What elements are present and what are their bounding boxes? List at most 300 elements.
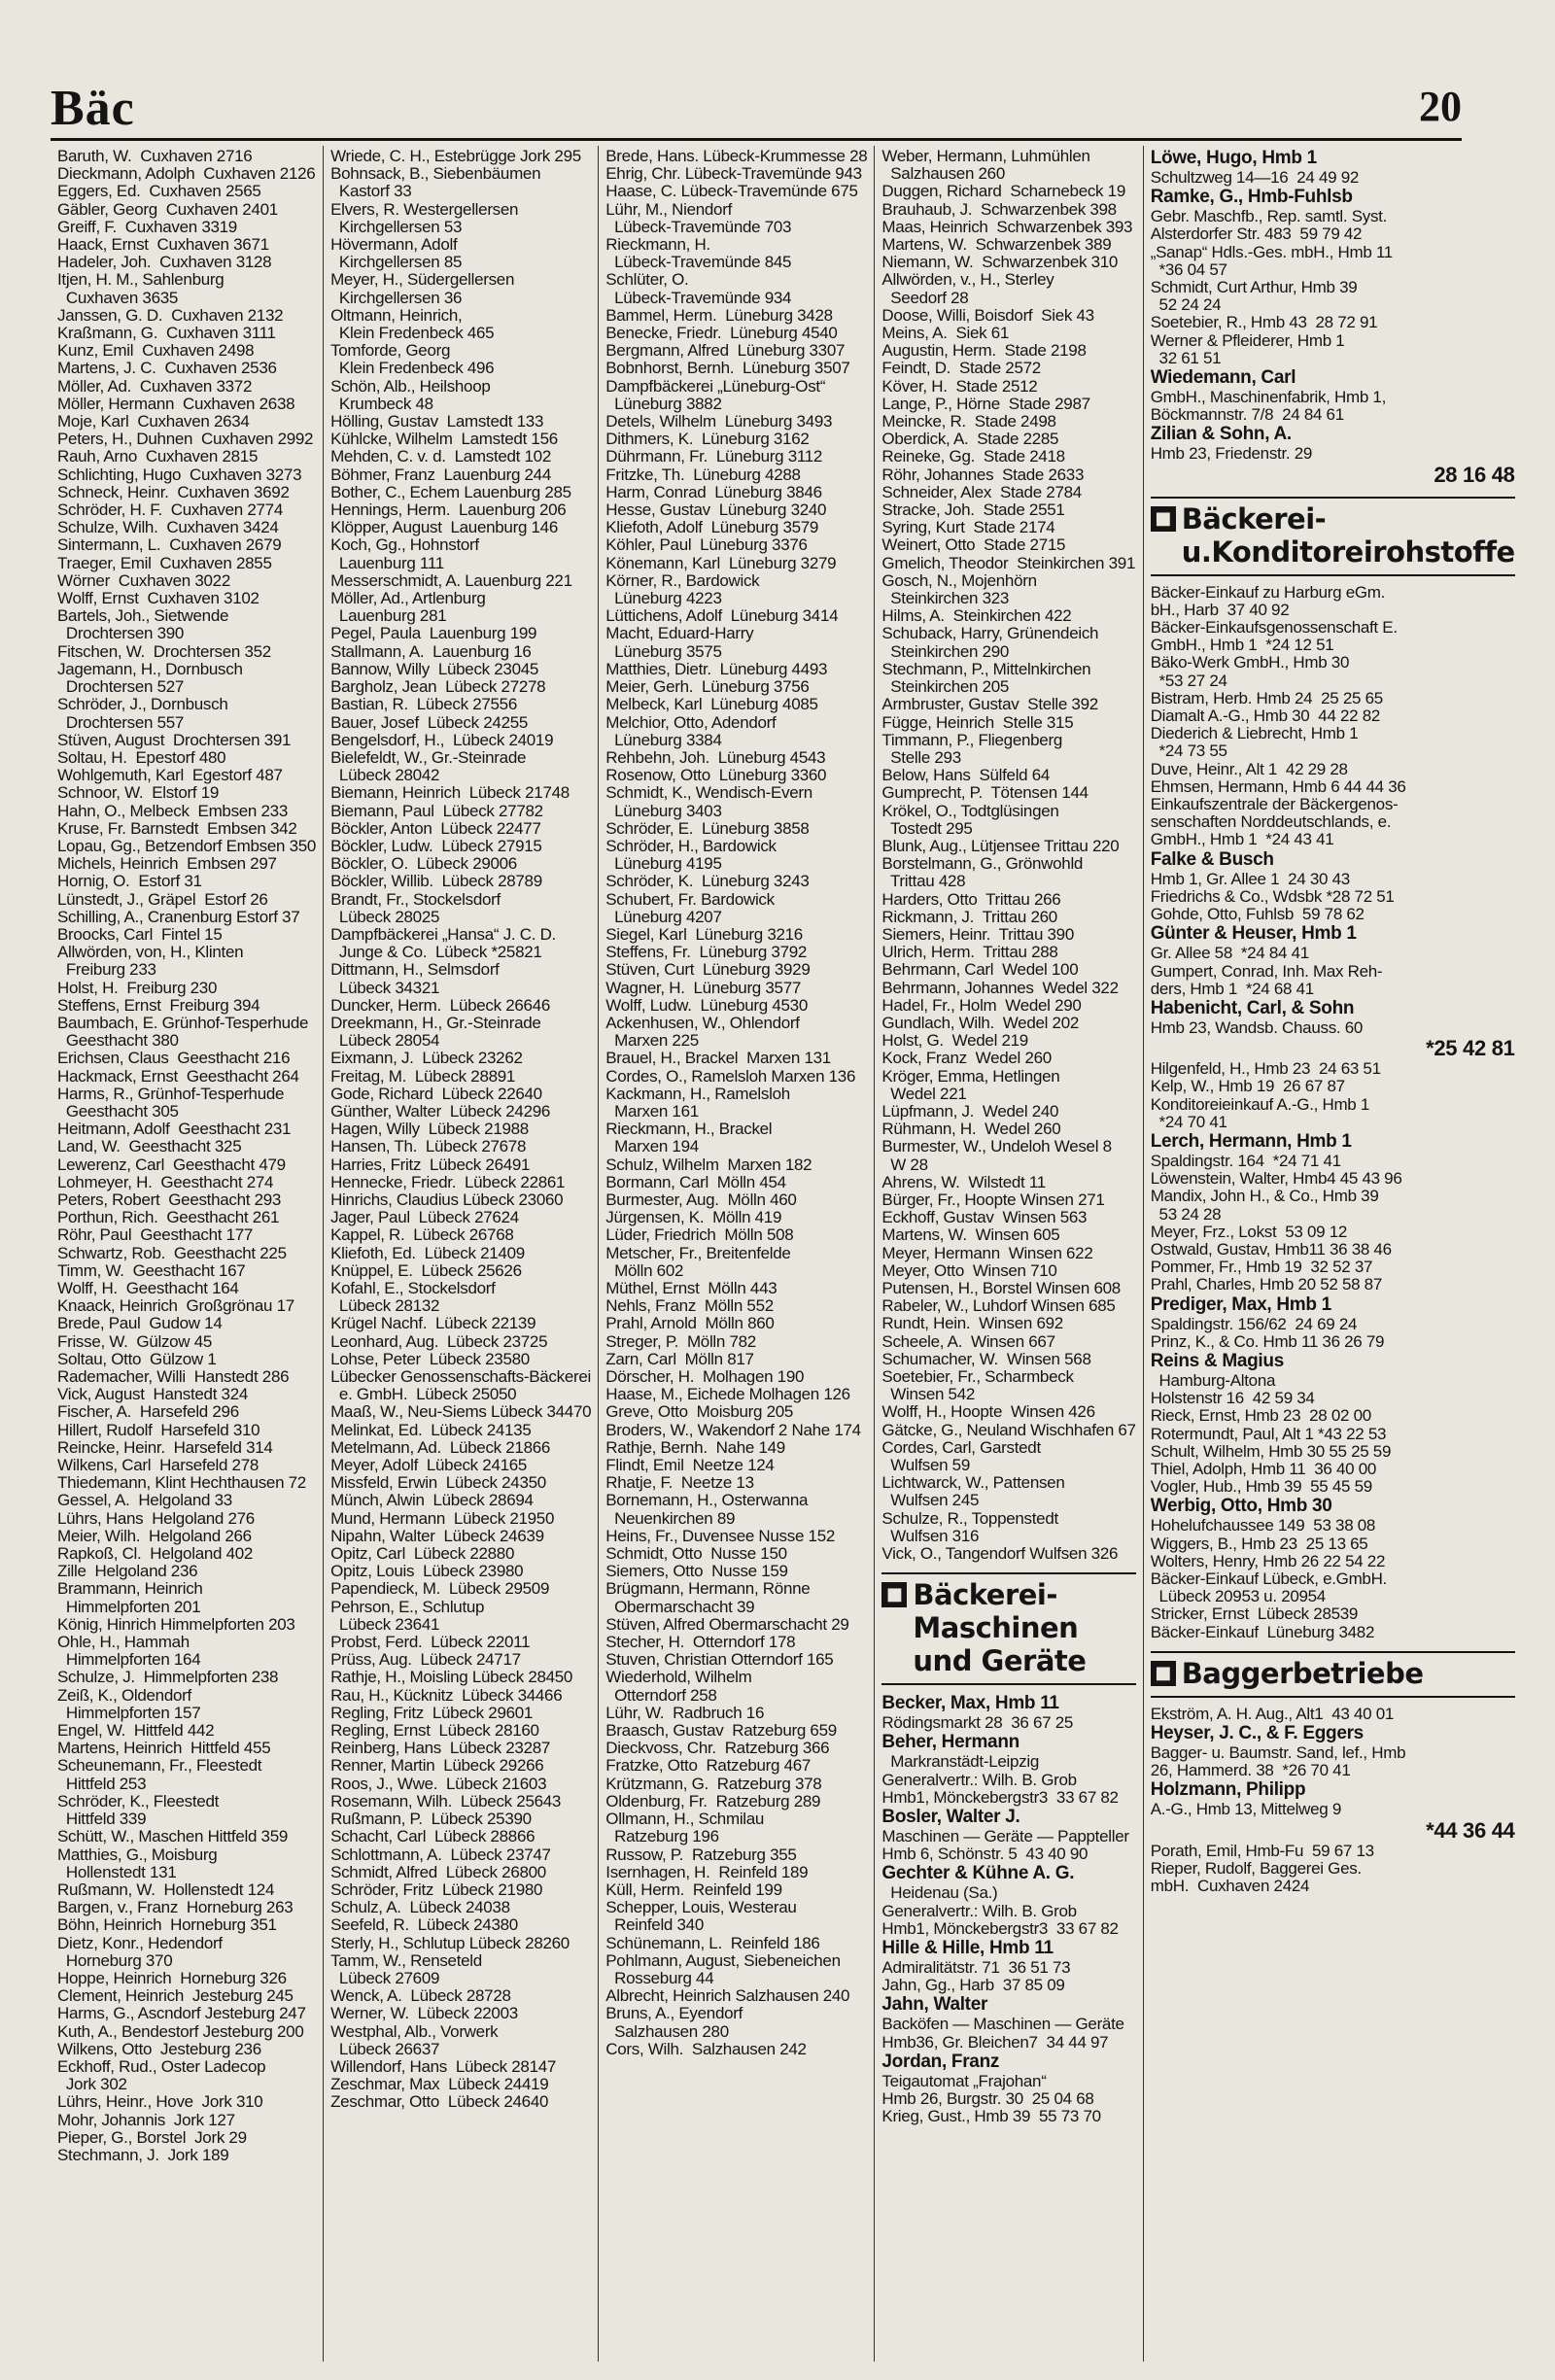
directory-entry: Sintermann, L. Cuxhaven 2679 bbox=[57, 535, 282, 555]
directory-entry: Stüven, August Drochtersen 391 bbox=[57, 730, 292, 749]
directory-entry: Siemers, Heinr. Trittau 390 bbox=[881, 924, 1074, 944]
directory-entry: Zeschmar, Otto Lübeck 24640 bbox=[330, 2092, 549, 2112]
directory-entry: Gosch, N., Mojenhörn bbox=[881, 570, 1037, 590]
directory-entry: Lüder, Friedrich Mölln 508 bbox=[605, 1225, 794, 1245]
directory-entry: Harm, Conrad Lüneburg 3846 bbox=[605, 482, 822, 501]
directory-entry: Lüneburg 4195 bbox=[605, 854, 722, 874]
section-heading bbox=[1151, 497, 1515, 576]
directory-entry: Hmb36, Gr. Bleichen7 34 44 97 bbox=[881, 2032, 1109, 2052]
directory-entry: Heins, Fr., Duvensee Nusse 152 bbox=[605, 1526, 835, 1545]
directory-entry: Lübeck 28132 bbox=[330, 1296, 440, 1316]
directory-entry: Fitschen, W. Drochtersen 352 bbox=[57, 641, 271, 661]
directory-entry: Tomforde, Georg bbox=[330, 341, 451, 361]
advertiser-entry: Habenicht, Carl, & Sohn bbox=[1150, 997, 1355, 1018]
advertiser-entry: Günter & Heuser, Hmb 1 bbox=[1150, 923, 1357, 945]
directory-entry: Bruns, A., Eyendorf bbox=[605, 2004, 743, 2023]
directory-entry: Heidenau (Sa.) bbox=[881, 1883, 998, 1903]
directory-entry: Zeschmar, Max Lübeck 24419 bbox=[330, 2075, 549, 2094]
directory-entry: Hornig, O. Estorf 31 bbox=[57, 872, 202, 891]
directory-entry: Bagger- u. Baumstr. Sand, lef., Hmb bbox=[1150, 1743, 1406, 1762]
directory-entry: Lübeck-Travemünde 845 bbox=[605, 253, 792, 272]
directory-entry: Nipahn, Walter Lübeck 24639 bbox=[330, 1526, 544, 1545]
directory-entry: Marxen 194 bbox=[605, 1137, 699, 1156]
directory-entry: Lünstedt, J., Gräpel Estorf 26 bbox=[57, 889, 268, 909]
directory-entry: Brede, Hans. Lübeck-Krummesse 28 bbox=[605, 147, 868, 165]
directory-entry: Stechmann, P., Mittelnkirchen bbox=[881, 659, 1091, 678]
directory-entry: Ahrens, W. Wilstedt 11 bbox=[881, 1172, 1046, 1191]
directory-entry: Bauer, Josef Lübeck 24255 bbox=[330, 712, 529, 732]
directory-entry: Allwörden, von, H., Klinten bbox=[57, 943, 244, 962]
directory-entry: Prüss, Aug. Lübeck 24717 bbox=[330, 1650, 521, 1670]
directory-entry: Holst, H. Freiburg 230 bbox=[57, 978, 218, 997]
directory-entry: Krumbeck 48 bbox=[330, 394, 433, 413]
directory-entry: Meier, Wilh. Helgoland 266 bbox=[57, 1526, 252, 1545]
directory-entry: Ratzeburg 196 bbox=[605, 1827, 719, 1846]
directory-entry: Hackmack, Ernst Geesthacht 264 bbox=[57, 1066, 299, 1086]
directory-entry: Macht, Eduard-Harry bbox=[605, 624, 754, 643]
directory-entry: *24 73 55 bbox=[1150, 742, 1227, 761]
directory-entry: Flindt, Emil Neetze 124 bbox=[605, 1456, 775, 1475]
directory-entry: Reinberg, Hans Lübeck 23287 bbox=[330, 1739, 551, 1758]
directory-entry: Schmidt, Alfred Lübeck 26800 bbox=[330, 1862, 546, 1881]
directory-entry: Könemann, Karl Lüneburg 3279 bbox=[605, 553, 837, 572]
directory-entry: Holst, G. Wedel 219 bbox=[881, 1031, 1028, 1051]
directory-entry: Schlüter, O. bbox=[605, 270, 689, 290]
directory-entry: Jürgensen, K. Mölln 419 bbox=[605, 1208, 782, 1227]
directory-entry: Maschinen — Geräte — Pappteller bbox=[881, 1827, 1129, 1846]
directory-entry: Melbeck, Karl Lüneburg 4085 bbox=[605, 695, 818, 714]
directory-entry: Gr. Allee 58 *24 84 41 bbox=[1150, 944, 1309, 963]
directory-entry: Duve, Heinr., Alt 1 42 29 28 bbox=[1150, 759, 1348, 778]
directory-entry: Ehrig, Chr. Lübeck-Travemünde 943 bbox=[605, 164, 862, 184]
directory-entry: Löwenstein, Walter, Hmb4 45 43 96 bbox=[1150, 1169, 1402, 1189]
header-keyword: Bäc bbox=[51, 81, 135, 136]
header-rule bbox=[51, 138, 1462, 141]
directory-entry: Stricker, Ernst Lübeck 28539 bbox=[1150, 1604, 1359, 1624]
directory-entry: Lühr, W. Radbruch 16 bbox=[605, 1703, 765, 1722]
directory-entry: Schön, Alb., Heilshoop bbox=[330, 376, 491, 396]
directory-entry: Lohse, Peter Lübeck 23580 bbox=[330, 1349, 530, 1368]
directory-entry: Martens, Heinrich Hittfeld 455 bbox=[57, 1739, 271, 1758]
directory-entry: Rühmann, H. Wedel 260 bbox=[881, 1120, 1061, 1139]
directory-entry: Prinz, K., & Co. Hmb 11 36 26 79 bbox=[1150, 1331, 1385, 1351]
directory-entry: Prahl, Charles, Hmb 20 52 58 87 bbox=[1150, 1275, 1382, 1294]
directory-entry: Konditoreieinkauf A.-G., Hmb 1 bbox=[1150, 1094, 1370, 1114]
directory-column-4 bbox=[875, 146, 1143, 2362]
directory-entry: Below, Hans Sülfeld 64 bbox=[881, 766, 1051, 785]
directory-entry: Bother, C., Echem Lauenburg 285 bbox=[330, 482, 571, 501]
directory-entry: Lübeck 26637 bbox=[330, 2039, 440, 2058]
directory-entry: Rosemann, Wilh. Lübeck 25643 bbox=[330, 1791, 562, 1811]
directory-entry: Teigautomat „Frajohan“ bbox=[881, 2071, 1047, 2090]
directory-entry: Münch, Alwin Lübeck 28694 bbox=[330, 1491, 534, 1510]
directory-entry: Klein Fredenbeck 496 bbox=[330, 359, 495, 378]
directory-entry: „Sanap“ Hdls.-Ges. mbH., Hmb 11 bbox=[1150, 242, 1393, 261]
section-title: Bäckerei-Maschinen und Geräte bbox=[913, 1578, 1087, 1678]
directory-entry: Wörner Cuxhaven 3022 bbox=[57, 570, 230, 590]
directory-entry: Dieckvoss, Chr. Ratzeburg 366 bbox=[605, 1739, 830, 1758]
directory-entry: Russow, P. Ratzeburg 355 bbox=[605, 1845, 797, 1864]
directory-entry: Lübeck 23641 bbox=[330, 1614, 440, 1634]
directory-entry: Generalvertr.: Wilh. B. Grob bbox=[881, 1901, 1077, 1920]
directory-entry: Dithmers, K. Lüneburg 3162 bbox=[605, 430, 810, 449]
directory-entry: Kappel, R. Lübeck 26768 bbox=[330, 1225, 514, 1245]
directory-entry: Lüneburg 3403 bbox=[605, 801, 722, 820]
directory-entry: Köhler, Paul Lüneburg 3376 bbox=[605, 535, 808, 555]
directory-entry: Hmb 26, Burgstr. 30 25 04 68 bbox=[881, 2089, 1094, 2109]
directory-entry: Porthun, Rich. Geesthacht 261 bbox=[57, 1208, 280, 1227]
directory-entry: Vick, O., Tangendorf Wulfsen 326 bbox=[881, 1544, 1119, 1564]
directory-entry: Cordes, Carl, Garstedt bbox=[881, 1437, 1041, 1457]
directory-entry: Traeger, Emil Cuxhaven 2855 bbox=[57, 553, 272, 572]
directory-entry: Michels, Heinrich Embsen 297 bbox=[57, 854, 277, 874]
advertiser-entry: Löwe, Hugo, Hmb 1 bbox=[1150, 148, 1317, 168]
directory-entry: Gäbler, Georg Cuxhaven 2401 bbox=[57, 199, 278, 219]
directory-entry: Gode, Richard Lübeck 22640 bbox=[330, 1084, 542, 1103]
directory-entry: Matthies, G., Moisburg bbox=[57, 1845, 218, 1864]
directory-entry: Steinkirchen 323 bbox=[881, 589, 1010, 608]
directory-entry: Wenck, A. Lübeck 28728 bbox=[330, 1986, 511, 2006]
directory-entry: Hilms, A. Steinkirchen 422 bbox=[881, 606, 1072, 626]
directory-entry: Ulrich, Herm. Trittau 288 bbox=[881, 943, 1058, 962]
directory-entry: Lopau, Gg., Betzendorf Embsen 350 bbox=[57, 836, 317, 855]
directory-entry: Hahn, O., Melbeck Embsen 233 bbox=[57, 801, 288, 820]
directory-entry: Dührmann, Fr. Lüneburg 3112 bbox=[605, 447, 823, 466]
advertiser-entry: Hille & Hille, Hmb 11 bbox=[881, 1938, 1054, 1959]
directory-entry: Brede, Paul Gudow 14 bbox=[57, 1314, 223, 1333]
directory-entry: Generalvertr.: Wilh. B. Grob bbox=[881, 1770, 1077, 1789]
advertiser-entry: Becker, Max, Hmb 11 bbox=[881, 1693, 1059, 1714]
directory-entry: Dietz, Konr., Hedendorf bbox=[57, 1933, 223, 1952]
directory-entry: Lübecker Genossenschafts-Bäckerei bbox=[330, 1367, 591, 1387]
directory-entry: Kastorf 33 bbox=[330, 182, 412, 201]
directory-entry: Böckler, Ludw. Lübeck 27915 bbox=[330, 836, 542, 855]
directory-entry: Pehrson, E., Schlutup bbox=[330, 1597, 485, 1616]
directory-entry: Behrmann, Johannes Wedel 322 bbox=[881, 978, 1119, 997]
directory-entry: Salzhausen 280 bbox=[605, 2021, 729, 2041]
directory-entry: Kofahl, E., Stockelsdorf bbox=[330, 1279, 496, 1297]
directory-entry: Allwörden, v., H., Sterley bbox=[881, 270, 1054, 290]
directory-entry: Schulze, Wilh. Cuxhaven 3424 bbox=[57, 518, 279, 537]
directory-entry: Prahl, Arnold Mölln 860 bbox=[605, 1314, 775, 1333]
directory-entry: Gätcke, G., Neuland Wischhafen 67 bbox=[881, 1420, 1136, 1439]
advertiser-entry: Beher, Hermann bbox=[881, 1732, 1019, 1753]
directory-entry: Regling, Ernst Lübeck 28160 bbox=[330, 1721, 539, 1741]
section-heading bbox=[881, 1572, 1135, 1685]
directory-entry: Rhatje, F. Neetze 13 bbox=[605, 1473, 754, 1493]
directory-entry: Bastian, R. Lübeck 27556 bbox=[330, 695, 517, 714]
directory-entry: Brauel, H., Brackel Marxen 131 bbox=[605, 1049, 831, 1068]
directory-entry: Wulfsen 245 bbox=[881, 1491, 980, 1510]
directory-entry: Renner, Martin Lübeck 29266 bbox=[330, 1756, 544, 1776]
directory-entry: Oberdick, A. Stade 2285 bbox=[881, 430, 1059, 449]
directory-entry: Scheunemann, Fr., Fleestedt bbox=[57, 1756, 262, 1776]
directory-entry: Hmb 23, Wandsb. Chauss. 60 bbox=[1150, 1018, 1364, 1037]
directory-entry: Lühr, M., Niendorf bbox=[605, 199, 732, 219]
directory-entry: Pommer, Fr., Hmb 19 32 52 37 bbox=[1150, 1258, 1373, 1277]
directory-entry: Lübeck 28025 bbox=[330, 907, 440, 926]
directory-entry: Albrecht, Heinrich Salzhausen 240 bbox=[605, 1986, 850, 2006]
directory-entry: Hövermann, Adolf bbox=[330, 235, 458, 255]
directory-entry: Kraßmann, G. Cuxhaven 3111 bbox=[57, 324, 276, 343]
directory-entry: Schulze, R., Toppenstedt bbox=[881, 1508, 1058, 1528]
directory-entry: Papendieck, M. Lübeck 29509 bbox=[330, 1579, 550, 1599]
directory-entry: Reinfeld 340 bbox=[605, 1915, 704, 1935]
directory-entry: Hoppe, Heinrich Horneburg 326 bbox=[57, 1968, 287, 1987]
directory-entry: Elvers, R. Westergellersen bbox=[330, 199, 519, 219]
directory-entry: Biemann, Paul Lübeck 27782 bbox=[330, 801, 543, 820]
directory-entry: Lewerenz, Carl Geesthacht 479 bbox=[57, 1155, 286, 1174]
directory-entry: Schulz, A. Lübeck 24038 bbox=[330, 1898, 510, 1917]
directory-entry: Ekström, A. H. Aug., Alt1 43 40 01 bbox=[1150, 1704, 1395, 1723]
directory-entry: Werner, W. Lübeck 22003 bbox=[330, 2004, 518, 2023]
directory-entry: Lüneburg 3882 bbox=[605, 394, 722, 413]
directory-entry: Obermarschacht 39 bbox=[605, 1597, 755, 1616]
directory-entry: Mohr, Johannis Jork 127 bbox=[57, 2110, 235, 2129]
directory-entry: Stuven, Christian Otterndorf 165 bbox=[605, 1650, 834, 1670]
directory-entry: Bargholz, Jean Lübeck 27278 bbox=[330, 677, 546, 697]
directory-entry: Kirchgellersen 53 bbox=[330, 217, 463, 236]
directory-entry: Bengelsdorf, H., Lübeck 24019 bbox=[330, 730, 554, 749]
directory-entry: Einkaufszentrale der Bäckergenos- bbox=[1150, 795, 1399, 814]
advertiser-phone: *25 42 81 bbox=[1426, 1036, 1515, 1061]
directory-entry: ders, Hmb 1 *24 68 41 bbox=[1150, 979, 1314, 998]
directory-entry: Fratzke, Otto Ratzeburg 467 bbox=[605, 1756, 812, 1776]
directory-entry: Wulfsen 316 bbox=[881, 1526, 980, 1545]
directory-entry: Rieckmann, H. bbox=[605, 235, 710, 255]
directory-entry: Matthies, Dietr. Lüneburg 4493 bbox=[605, 659, 828, 678]
directory-entry: Land, W. Geesthacht 325 bbox=[57, 1137, 242, 1156]
directory-entry: Schneck, Heinr. Cuxhaven 3692 bbox=[57, 482, 290, 501]
directory-entry: Weinert, Otto Stade 2715 bbox=[881, 535, 1066, 555]
directory-entry: Pohlmann, August, Siebeneichen bbox=[605, 1950, 841, 1970]
directory-entry: Krützmann, G. Ratzeburg 378 bbox=[605, 1774, 822, 1793]
directory-entry: mbH. Cuxhaven 2424 bbox=[1150, 1877, 1310, 1896]
directory-entry: Missfeld, Erwin Lübeck 24350 bbox=[330, 1473, 546, 1493]
directory-entry: Pegel, Paula Lauenburg 199 bbox=[330, 624, 537, 643]
directory-entry: Möller, Ad. Cuxhaven 3372 bbox=[57, 376, 253, 396]
directory-entry: Körner, R., Bardowick bbox=[605, 570, 760, 590]
directory-entry: Rathje, Bernh. Nahe 149 bbox=[605, 1437, 785, 1457]
directory-entry: Hölling, Gustav Lamstedt 133 bbox=[330, 412, 544, 431]
directory-entry: Geesthacht 305 bbox=[57, 1101, 179, 1121]
directory-entry: Harms, G., Ascndorf Jesteburg 247 bbox=[57, 2004, 306, 2023]
directory-entry: Wagner, H. Lüneburg 3577 bbox=[605, 978, 801, 997]
directory-entry: Rosenow, Otto Lüneburg 3360 bbox=[605, 766, 827, 785]
directory-entry: Brammann, Heinrich bbox=[57, 1579, 203, 1599]
directory-entry: Lüneburg 3384 bbox=[605, 730, 722, 749]
directory-entry: Röhr, Johannes Stade 2633 bbox=[881, 465, 1085, 484]
directory-entry: Függe, Heinrich Stelle 315 bbox=[881, 712, 1074, 732]
directory-entry: Cuxhaven 3635 bbox=[57, 288, 179, 307]
directory-entry: Broders, W., Wakendorf 2 Nahe 174 bbox=[605, 1420, 861, 1439]
section-marker-icon: ■ bbox=[1151, 1661, 1176, 1686]
directory-entry: Regling, Fritz Lübeck 29601 bbox=[330, 1703, 534, 1722]
directory-entry: Bammel, Herm. Lüneburg 3428 bbox=[605, 305, 833, 325]
directory-entry: Reincke, Heinr. Harsefeld 314 bbox=[57, 1437, 273, 1457]
directory-entry: Schwartz, Rob. Geesthacht 225 bbox=[57, 1243, 287, 1262]
directory-entry: Oldenburg, Fr. Ratzeburg 289 bbox=[605, 1791, 821, 1811]
directory-entry: Schulze, J. Himmelpforten 238 bbox=[57, 1668, 279, 1687]
directory-entry: Gumprecht, P. Tötensen 144 bbox=[881, 783, 1088, 803]
directory-entry: Engel, W. Hittfeld 442 bbox=[57, 1721, 215, 1741]
directory-entry: Baumbach, E. Grünhof-Tesperhude bbox=[57, 1013, 309, 1032]
directory-entry: Knaack, Heinrich Großgrönau 17 bbox=[57, 1296, 294, 1316]
directory-entry: Lübeck 28054 bbox=[330, 1031, 440, 1051]
directory-entry: Gebr. Maschfb., Rep. samtl. Syst. bbox=[1150, 207, 1388, 226]
directory-entry: Eixmann, J. Lübeck 23262 bbox=[330, 1049, 523, 1068]
directory-entry: Kelp, W., Hmb 19 26 67 87 bbox=[1150, 1077, 1345, 1096]
directory-entry: Frisse, W. Gülzow 45 bbox=[57, 1331, 213, 1351]
directory-entry: Kirchgellersen 36 bbox=[330, 288, 463, 307]
directory-entry: Wolff, Ludw. Lüneburg 4530 bbox=[605, 995, 808, 1015]
directory-entry: Seefeld, R. Lübeck 24380 bbox=[330, 1915, 518, 1935]
directory-entry: *24 70 41 bbox=[1150, 1112, 1227, 1131]
directory-entry: Steffens, Ernst Freiburg 394 bbox=[57, 995, 260, 1015]
directory-entry: Hmb 6, Schönstr. 5 43 40 90 bbox=[881, 1845, 1088, 1864]
directory-entry: Opitz, Louis Lübeck 23980 bbox=[330, 1562, 524, 1581]
directory-entry: Ackenhusen, W., Ohlendorf bbox=[605, 1013, 800, 1032]
directory-column-5 bbox=[1144, 146, 1522, 2362]
directory-entry: 26, Hammerd. 38 *26 70 41 bbox=[1150, 1761, 1351, 1780]
directory-entry: Lüttichens, Adolf Lüneburg 3414 bbox=[605, 606, 839, 626]
directory-entry: Bäcker-Einkauf Lüneburg 3482 bbox=[1150, 1622, 1375, 1641]
section-marker-icon: ■ bbox=[881, 1582, 907, 1607]
advertiser-entry: Ramke, G., Hmb-Fuhlsb bbox=[1150, 187, 1353, 208]
directory-entry: Stechmann, J. Jork 189 bbox=[57, 2145, 229, 2164]
directory-entry: Greve, Otto Moisburg 205 bbox=[605, 1402, 794, 1422]
directory-entry: Wolff, H., Hoopte Winsen 426 bbox=[881, 1402, 1095, 1422]
directory-entry: Zeiß, K., Oldendorf bbox=[57, 1685, 191, 1705]
advertiser-entry: Zilian & Sohn, A. bbox=[1150, 424, 1292, 445]
directory-entry: Schröder, K. Lüneburg 3243 bbox=[605, 872, 810, 891]
directory-entry: Metelmann, Ad. Lübeck 21866 bbox=[330, 1437, 551, 1457]
directory-entry: Reineke, Gg. Stade 2418 bbox=[881, 447, 1065, 466]
directory-entry: Müthel, Ernst Mölln 443 bbox=[605, 1279, 778, 1297]
directory-entry: Detels, Wilhelm Lüneburg 3493 bbox=[605, 412, 833, 431]
directory-entry: Augustin, Herm. Stade 2198 bbox=[881, 341, 1087, 361]
directory-entry: Bistram, Herb. Hmb 24 25 25 65 bbox=[1150, 688, 1383, 707]
directory-entry: Möller, Ad., Artlenburg bbox=[330, 589, 486, 608]
directory-entry: bH., Harb 37 40 92 bbox=[1150, 600, 1290, 619]
directory-entry: Marxen 225 bbox=[605, 1031, 699, 1051]
directory-entry: *53 27 24 bbox=[1150, 671, 1227, 690]
directory-entry: Siegel, Karl Lüneburg 3216 bbox=[605, 924, 803, 944]
directory-entry: Kunz, Emil Cuxhaven 2498 bbox=[57, 341, 255, 361]
directory-entry: Rauh, Arno Cuxhaven 2815 bbox=[57, 447, 259, 466]
advertiser-entry: Jordan, Franz bbox=[881, 2051, 1000, 2072]
directory-entry: Maaß, W., Neu-Siems Lübeck 34470 bbox=[330, 1402, 592, 1422]
directory-entry: Martens, W. Schwarzenbek 389 bbox=[881, 235, 1112, 255]
directory-entry: Holstenstr 16 42 59 34 bbox=[1150, 1389, 1315, 1408]
directory-entry: Junge & Co. Lübeck *25821 bbox=[330, 943, 542, 962]
directory-entry: Brauhaub, J. Schwarzenbek 398 bbox=[881, 199, 1117, 219]
directory-entry: Stracke, Joh. Stade 2551 bbox=[881, 500, 1065, 520]
directory-entry: Böckler, Willib. Lübeck 28789 bbox=[330, 872, 542, 891]
directory-entry: Kackmann, H., Ramelsloh bbox=[605, 1084, 790, 1103]
directory-entry: Alsterdorfer Str. 483 59 79 42 bbox=[1150, 224, 1363, 244]
directory-entry: Rieper, Rudolf, Baggerei Ges. bbox=[1150, 1858, 1362, 1878]
directory-entry: Cordes, O., Ramelsloh Marxen 136 bbox=[605, 1066, 856, 1086]
directory-entry: Soetebier, Fr., Scharmbeck bbox=[881, 1367, 1074, 1387]
directory-entry: Erichsen, Claus Geesthacht 216 bbox=[57, 1049, 291, 1068]
directory-entry: Hennings, Herm. Lauenburg 206 bbox=[330, 500, 567, 520]
directory-entry: Greiff, F. Cuxhaven 3319 bbox=[57, 217, 237, 236]
directory-entry: Bäko-Werk GmbH., Hmb 30 bbox=[1150, 653, 1350, 673]
directory-entry: Stallmann, A. Lauenburg 16 bbox=[330, 641, 532, 661]
advertiser-entry: Lerch, Hermann, Hmb 1 bbox=[1150, 1130, 1352, 1152]
directory-entry: Ehmsen, Hermann, Hmb 6 44 44 36 bbox=[1150, 776, 1406, 796]
directory-entry: 32 61 51 bbox=[1150, 348, 1222, 367]
directory-entry: Meyer, Hermann Winsen 622 bbox=[881, 1243, 1093, 1262]
directory-entry: Harms, R., Grünhof-Tesperhude bbox=[57, 1084, 285, 1103]
directory-entry: Wolff, Ernst Cuxhaven 3102 bbox=[57, 589, 259, 608]
directory-entry: Steinkirchen 205 bbox=[881, 677, 1010, 697]
directory-entry: Benecke, Friedr. Lüneburg 4540 bbox=[605, 324, 838, 343]
directory-column-1 bbox=[51, 146, 324, 2362]
directory-column-2 bbox=[324, 146, 599, 2362]
directory-entry: Gumpert, Conrad, Inh. Max Reh- bbox=[1150, 961, 1383, 981]
directory-entry: Meyer, Frz., Lokst 53 09 12 bbox=[1150, 1222, 1348, 1241]
directory-entry: Haase, C. Lübeck-Travemünde 675 bbox=[605, 182, 858, 201]
directory-entry: Salzhausen 260 bbox=[881, 164, 1005, 184]
directory-entry: Oltmann, Heinrich, bbox=[330, 305, 463, 325]
directory-entry: Kuth, A., Bendestorf Jesteburg 200 bbox=[57, 2021, 304, 2041]
directory-entry: Rödingsmarkt 28 36 67 25 bbox=[881, 1713, 1074, 1733]
directory-entry: Rundt, Hein. Winsen 692 bbox=[881, 1314, 1063, 1333]
directory-entry: Streger, P. Mölln 782 bbox=[605, 1331, 756, 1351]
directory-entry: Vick, August Hanstedt 324 bbox=[57, 1385, 249, 1404]
directory-entry: Pieper, G., Borstel Jork 29 bbox=[57, 2127, 247, 2147]
directory-entry: Dörscher, H. Molhagen 190 bbox=[605, 1367, 805, 1387]
directory-entry: Peters, Robert Geesthacht 293 bbox=[57, 1190, 282, 1209]
directory-entry: Moje, Karl Cuxhaven 2634 bbox=[57, 412, 250, 431]
advertiser-entry: Heyser, J. C., & F. Eggers bbox=[1150, 1723, 1364, 1743]
directory-entry: Putensen, H., Borstel Winsen 608 bbox=[881, 1279, 1121, 1297]
directory-entry: Kliefoth, Adolf Lüneburg 3579 bbox=[605, 518, 819, 537]
directory-entry: Steffens, Fr. Lüneburg 3792 bbox=[605, 943, 808, 962]
directory-entry: Kruse, Fr. Barnstedt Embsen 342 bbox=[57, 818, 297, 838]
directory-entry: Harders, Otto Trittau 266 bbox=[881, 889, 1061, 909]
directory-entry: Dampfbäckerei „Hansa“ J. C. D. bbox=[330, 924, 556, 944]
directory-entry: Martens, W. Winsen 605 bbox=[881, 1225, 1060, 1245]
directory-entry: Niemann, W. Schwarzenbek 310 bbox=[881, 253, 1119, 272]
directory-entry: Bormann, Carl Mölln 454 bbox=[605, 1172, 786, 1191]
directory-entry: Marxen 161 bbox=[605, 1101, 699, 1121]
directory-entry: Rickmann, J. Trittau 260 bbox=[881, 907, 1057, 926]
directory-entry: Feindt, D. Stade 2572 bbox=[881, 359, 1041, 378]
directory-entry: Brügmann, Hermann, Rönne bbox=[605, 1579, 811, 1599]
directory-entry: Peters, H., Duhnen Cuxhaven 2992 bbox=[57, 430, 314, 449]
directory-entry: Steinkirchen 290 bbox=[881, 641, 1010, 661]
directory-entry: Schult, Wilhelm, Hmb 30 55 25 59 bbox=[1150, 1441, 1392, 1461]
directory-entry: Bäcker-Einkauf Lübeck, e.GmbH. bbox=[1150, 1569, 1387, 1588]
directory-entry: Himmelpforten 164 bbox=[57, 1650, 201, 1670]
directory-entry: Lüneburg 4207 bbox=[605, 907, 722, 926]
directory-entry: Schmidt, Curt Arthur, Hmb 39 bbox=[1150, 278, 1358, 297]
directory-entry: 53 24 28 bbox=[1150, 1204, 1222, 1224]
directory-entry: Knüppel, E. Lübeck 25626 bbox=[330, 1260, 522, 1280]
directory-entry: Diamalt A.-G., Hmb 30 44 22 82 bbox=[1150, 707, 1381, 726]
directory-entry: Hansen, Th. Lübeck 27678 bbox=[330, 1137, 527, 1156]
directory-entry: Porath, Emil, Hmb-Fu 59 67 13 bbox=[1150, 1841, 1374, 1860]
directory-entry: Markranstädt-Leipzig bbox=[881, 1752, 1039, 1772]
directory-entry: Nehls, Franz Mölln 552 bbox=[605, 1296, 774, 1316]
directory-entry: Wedel 221 bbox=[881, 1084, 967, 1103]
directory-entry: Duggen, Richard Scharnebeck 19 bbox=[881, 182, 1125, 201]
directory-entry: Jahn, Gg., Harb 37 85 09 bbox=[881, 1976, 1065, 1995]
directory-entry: Böhn, Heinrich Horneburg 351 bbox=[57, 1915, 277, 1935]
